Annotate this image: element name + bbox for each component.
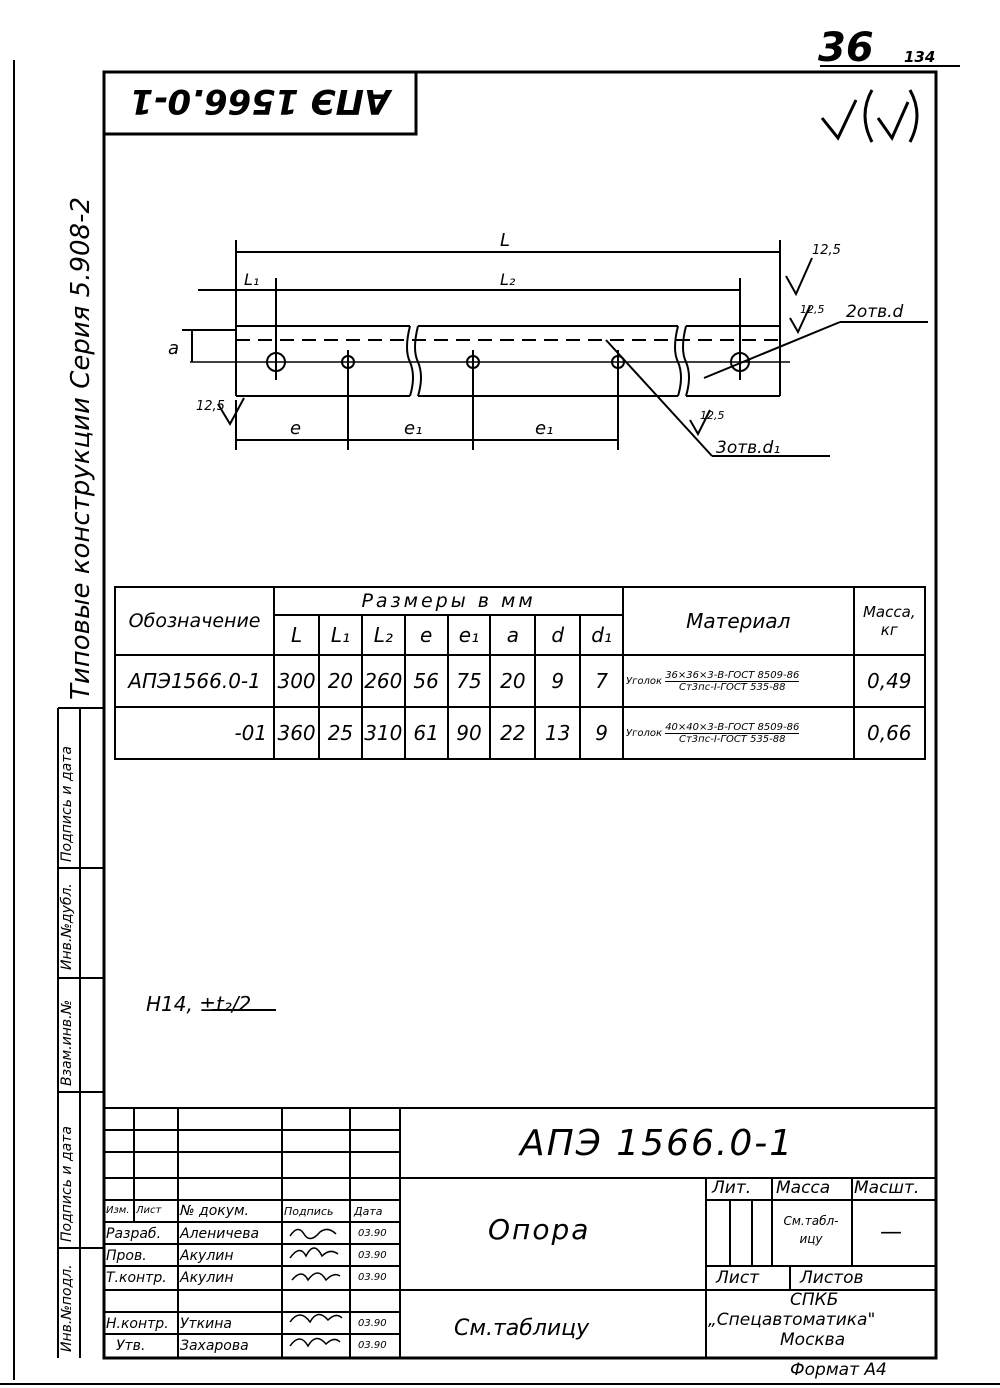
date-tkontr: 03.90 — [358, 1272, 387, 1283]
roughness-small-1: 12,5 — [800, 303, 825, 316]
col-a: a — [490, 615, 535, 655]
sheets-label: Листов — [800, 1268, 864, 1288]
roughness-top-right: 12,5 — [812, 243, 841, 258]
row-cell: 20 — [490, 655, 535, 707]
col-L2: L₂ — [362, 615, 405, 655]
row-cell: 9 — [580, 707, 623, 759]
material-top: 36×36×3-В-ГОСТ 8509-86 — [665, 669, 800, 681]
hdr-doc: № докум. — [180, 1203, 250, 1219]
date-razrab: 03.90 — [358, 1228, 387, 1239]
col-designation: Обозначение — [115, 587, 274, 655]
org-line-3: Москва — [780, 1330, 846, 1350]
row-mass: 0,66 — [854, 707, 925, 759]
sheet-label: Лист — [716, 1268, 760, 1288]
row-cell: 310 — [362, 707, 405, 759]
holes-2-label: 2отв.d — [846, 302, 904, 322]
col-d1: d₁ — [580, 615, 623, 655]
col-e: e — [405, 615, 448, 655]
dim-L2: L₂ — [500, 270, 516, 289]
material-bottom: Ст3пс-I-ГОСТ 535-88 — [679, 681, 786, 693]
page-number: 36 — [818, 25, 874, 71]
page-number-small: 134 — [904, 48, 936, 66]
roughness-mark — [820, 160, 822, 161]
role-utv: Утв. — [116, 1338, 146, 1354]
material-fraction — [665, 670, 799, 693]
date-nkontr: 03.90 — [358, 1318, 387, 1329]
dim-e: e — [290, 418, 302, 439]
row-cell: 13 — [535, 707, 580, 759]
table-row — [115, 655, 925, 707]
name-prov: Акулин — [180, 1248, 234, 1264]
date-utv: 03.90 — [358, 1340, 387, 1351]
mass-label: Масса — [776, 1178, 831, 1198]
row-cell: 56 — [405, 655, 448, 707]
row-designation: АПЭ1566.0-1 — [115, 655, 274, 707]
row-cell: 25 — [319, 707, 362, 759]
material-bottom: Ст3пс-I-ГОСТ 535-88 — [679, 733, 786, 745]
dims-group-header: Размеры в мм — [274, 587, 623, 615]
name-nkontr: Уткина — [180, 1316, 232, 1332]
hdr-izm: Изм. — [106, 1205, 130, 1216]
org-line-2: „Спецавтоматика" — [708, 1310, 876, 1330]
stamp-sign-date-2: Подпись и дата — [59, 1126, 75, 1242]
row-cell: 20 — [319, 655, 362, 707]
row-designation: -01 — [115, 707, 274, 759]
material-prefix: Уголок — [625, 675, 662, 687]
date-prov: 03.90 — [358, 1250, 387, 1261]
signatures — [284, 1222, 348, 1358]
org-line-1: СПКБ — [790, 1290, 839, 1310]
spec-table — [114, 586, 926, 760]
dim-e1-b: e₁ — [535, 418, 554, 439]
scale-label: Масшт. — [854, 1178, 920, 1198]
roughness-small-2: 12,5 — [700, 409, 725, 422]
mirrored-code: АПЭ 1566.0-1 — [129, 81, 391, 121]
dim-e1-a: e₁ — [404, 418, 423, 439]
row-cell: 300 — [274, 655, 319, 707]
row-mass: 0,49 — [854, 655, 925, 707]
scale-value: — — [880, 1220, 902, 1245]
col-L1: L₁ — [319, 615, 362, 655]
hdr-list: Лист — [136, 1205, 162, 1216]
hdr-date: Дата — [354, 1205, 383, 1218]
title-name: Опора — [488, 1213, 591, 1246]
holes-3-label: 3отв.d₁ — [716, 438, 781, 458]
stamp-inv-podl: Инв.№подл. — [59, 1264, 75, 1352]
title-material: См.таблицу — [454, 1316, 590, 1341]
row-cell: 22 — [490, 707, 535, 759]
row-cell: 61 — [405, 707, 448, 759]
col-mass: Масса, кг — [854, 587, 925, 655]
series-text: Типовые конструкции Серия 5.908-2 — [66, 196, 96, 700]
row-cell: 260 — [362, 655, 405, 707]
material-fraction — [665, 722, 799, 745]
dim-L: L — [500, 230, 511, 251]
name-tkontr: Акулин — [180, 1270, 234, 1286]
mass-value: См.табл- ицу — [783, 1214, 839, 1246]
roughness-left: 12,5 — [196, 399, 225, 414]
row-material — [623, 655, 854, 707]
row-cell: 7 — [580, 655, 623, 707]
col-L: L — [274, 615, 319, 655]
title-code: АПЭ 1566.0-1 — [520, 1123, 795, 1164]
stamp-inv-dubl: Инв.№дубл. — [59, 883, 75, 970]
col-e1: e₁ — [448, 615, 491, 655]
role-nkontr: Н.контр. — [106, 1316, 169, 1332]
material-top: 40×40×3-В-ГОСТ 8509-86 — [665, 721, 800, 733]
role-tkontr: Т.контр. — [106, 1270, 167, 1286]
row-material — [623, 707, 854, 759]
material-prefix: Уголок — [625, 727, 662, 739]
stamp-sign-date-1: Подпись и дата — [59, 746, 75, 862]
col-material: Материал — [623, 587, 854, 655]
table-row — [115, 707, 925, 759]
row-cell: 90 — [448, 707, 491, 759]
row-cell: 75 — [448, 655, 491, 707]
col-d: d — [535, 615, 580, 655]
lit-label: Лит. — [712, 1178, 752, 1198]
hdr-sign: Подпись — [284, 1205, 334, 1218]
format-label: Формат А4 — [790, 1360, 887, 1380]
row-cell: 9 — [535, 655, 580, 707]
dim-a: a — [168, 338, 180, 359]
dim-L1: L₁ — [244, 270, 260, 289]
role-razrab: Разраб. — [106, 1226, 162, 1242]
row-cell: 360 — [274, 707, 319, 759]
tolerance-note: H14, ±t₂/2 — [146, 992, 252, 1016]
name-razrab: Аленичева — [180, 1226, 260, 1242]
name-utv: Захарова — [180, 1338, 249, 1354]
role-prov: Пров. — [106, 1248, 147, 1264]
stamp-vzam-inv: Взам.инв.№ — [59, 999, 75, 1086]
